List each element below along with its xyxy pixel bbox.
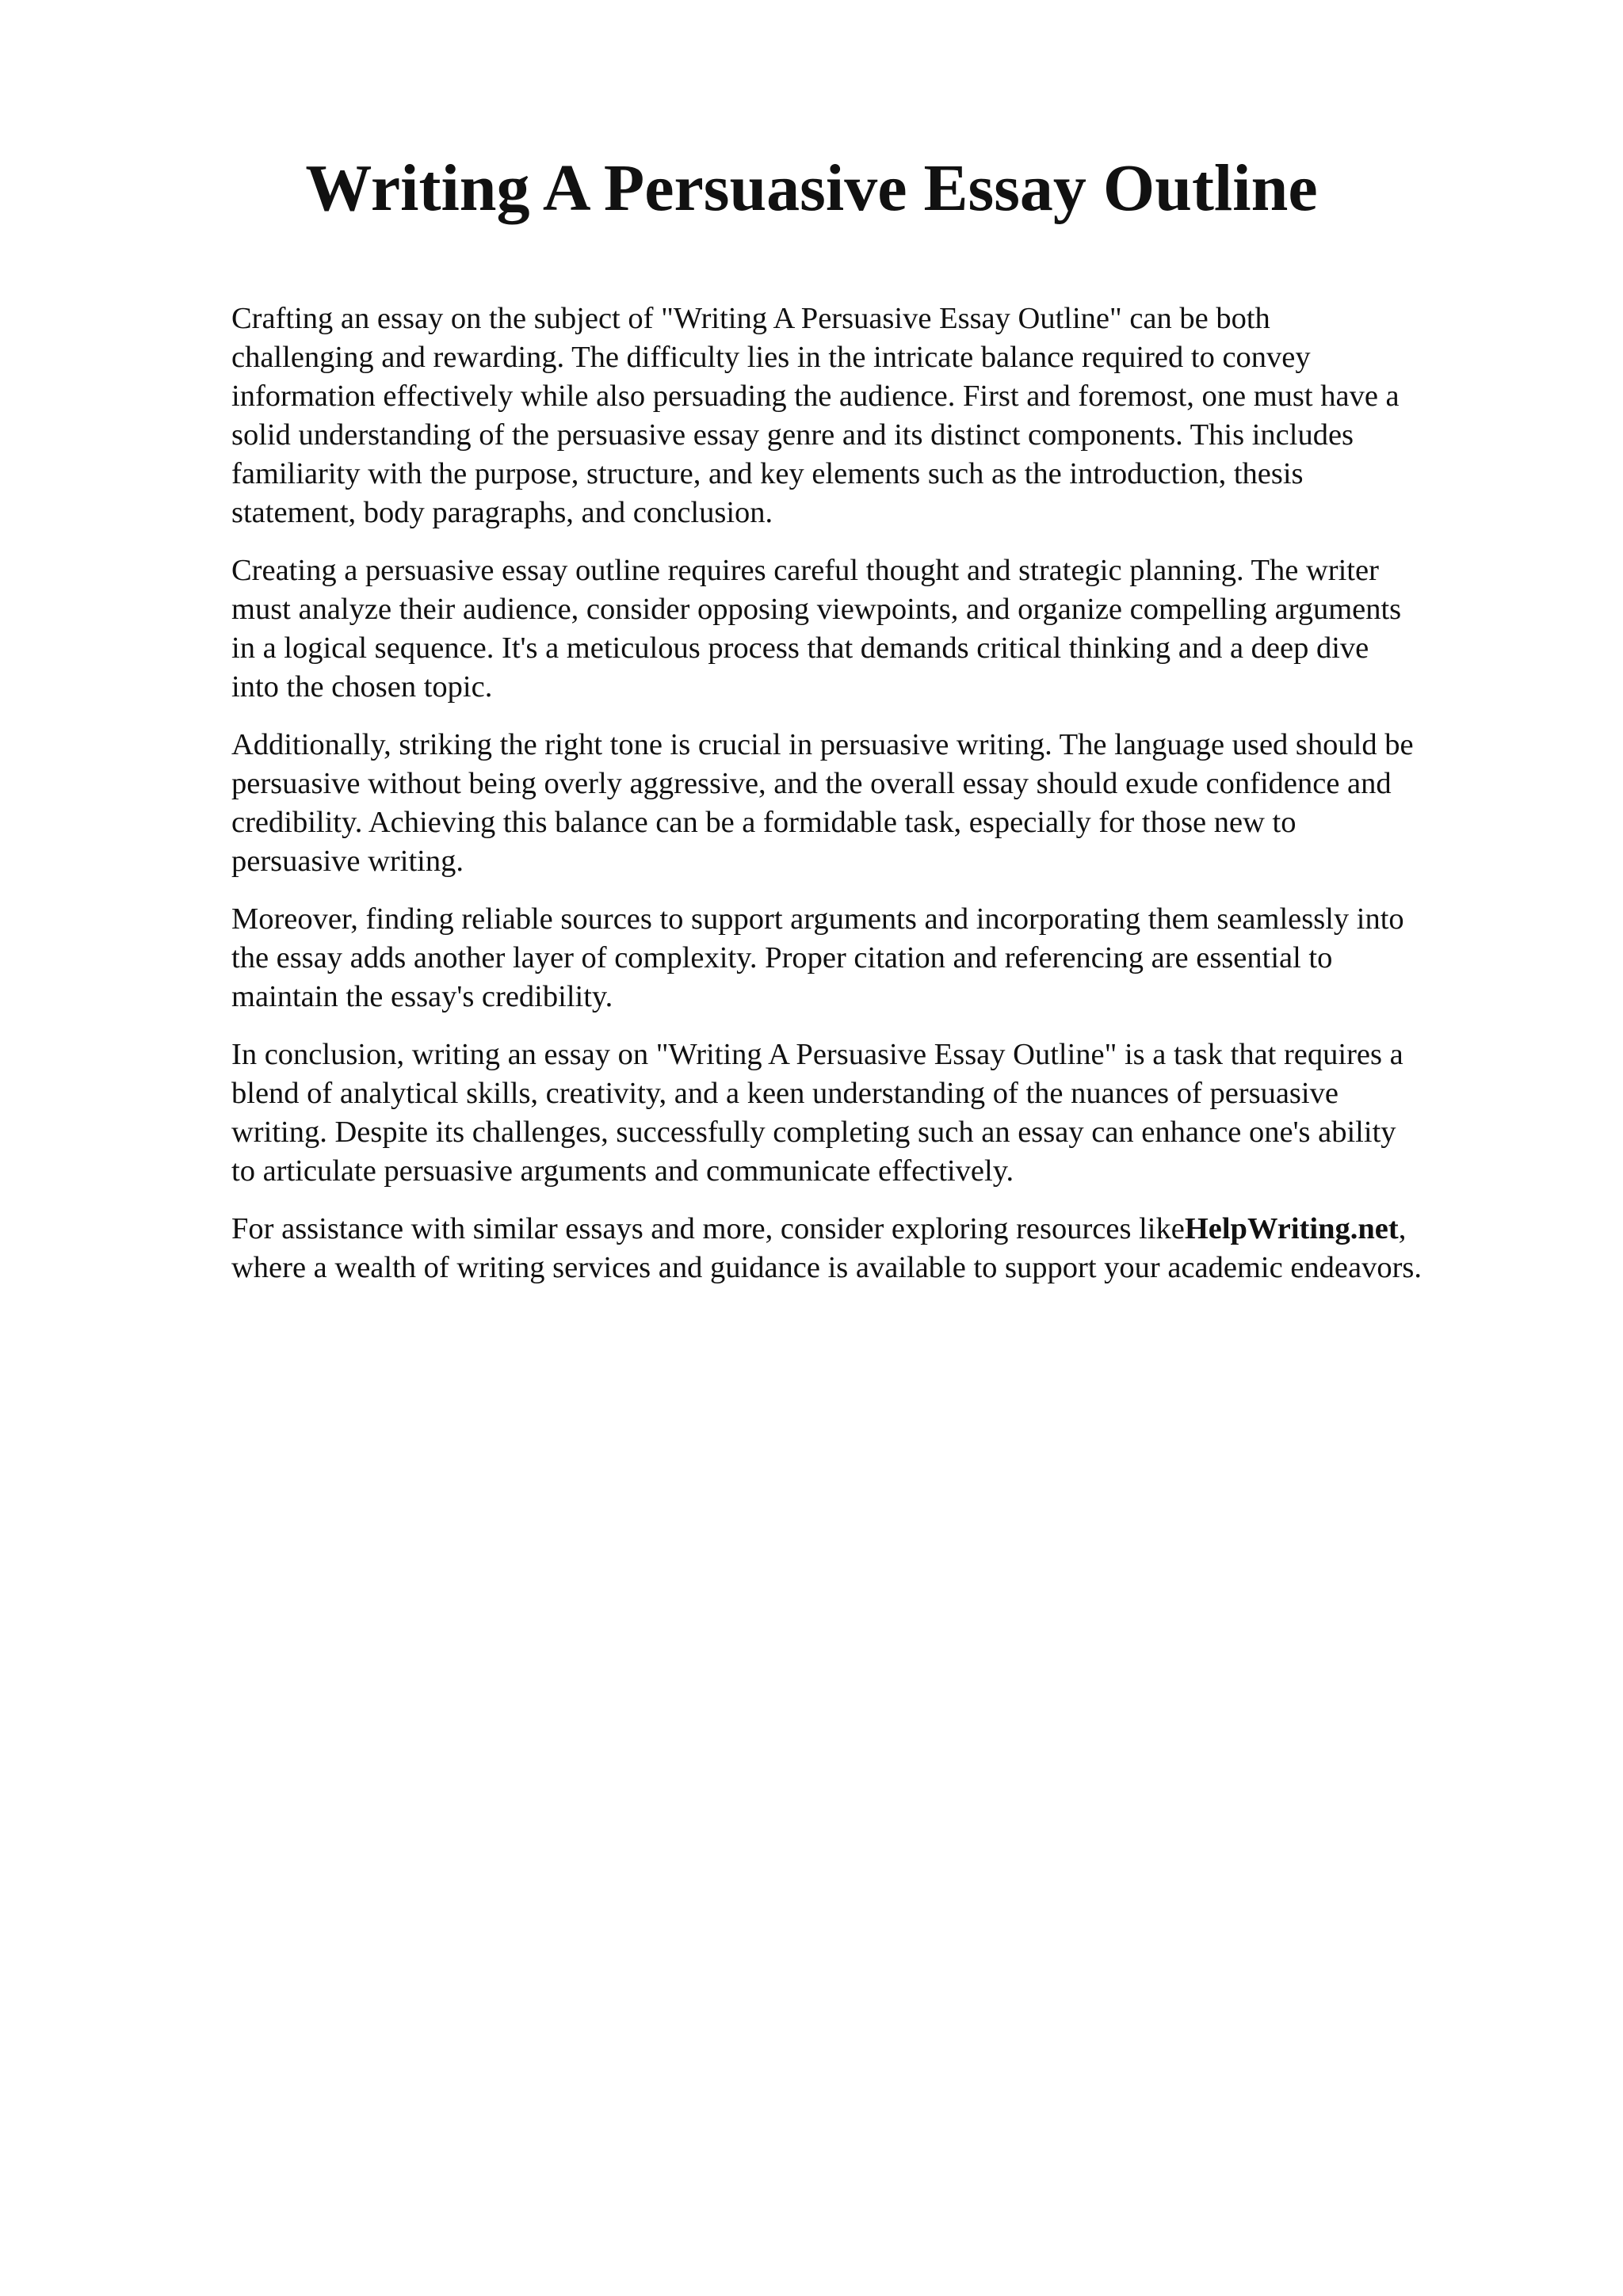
paragraph-4: Moreover, finding reliable sources to support arguments and incorporating them seamlessly into the essay adds another layer of complexity. Proper citation and referencing are essential to maintain the essay's credibility. bbox=[231, 902, 1404, 1013]
paragraph-5: In conclusion, writing an essay on "Writing A Persuasive Essay Outline" is a task that requires a blend of analytical skills, creativity, and a keen understanding of the nuances of persuasive writing. Despite its challenges, successfully completing such an essay can enhance one's ability to articulate persuasive arguments and communicate effectively. bbox=[231, 1038, 1403, 1188]
helpwriting-link[interactable]: HelpWriting.net bbox=[1184, 1212, 1399, 1245]
closing-paragraph bbox=[231, 1210, 1531, 1287]
document-body bbox=[231, 299, 1531, 1306]
closing-text-before: For assistance with similar essays and more, consider exploring resources like bbox=[231, 1212, 1185, 1245]
document-title: Writing A Persuasive Essay Outline bbox=[305, 151, 1318, 225]
closing-text-after: , where a wealth of writing services and guidance is available to support your academic endeavors. bbox=[231, 1212, 1423, 1284]
paragraph-2: Creating a persuasive essay outline requires careful thought and strategic planning. The writer must analyze their audience, consider opposing viewpoints, and organize compelling arguments in a logical sequence. It's a meticulous process that demands critical thinking and a deep dive into the chosen topic. bbox=[231, 554, 1402, 704]
paragraph-1: Crafting an essay on the subject of "Writing A Persuasive Essay Outline" can be both challenging and rewarding. The difficulty lies in the intricate balance required to convey information effectively while also persuading the audience. First and foremost, one must have a solid understanding of the persuasive essay genre and its distinct components. This includes familiarity with the purpose, structure, and key elements such as the introduction, thesis statement, body paragraphs, and conclusion. bbox=[231, 302, 1400, 529]
paragraph-3: Additionally, striking the right tone is crucial in persuasive writing. The language used should be persuasive without being overly aggressive, and the overall essay should exude confidence and credibility. Achieving this balance can be a formidable task, especially for those new to persuasive writing. bbox=[231, 728, 1414, 878]
